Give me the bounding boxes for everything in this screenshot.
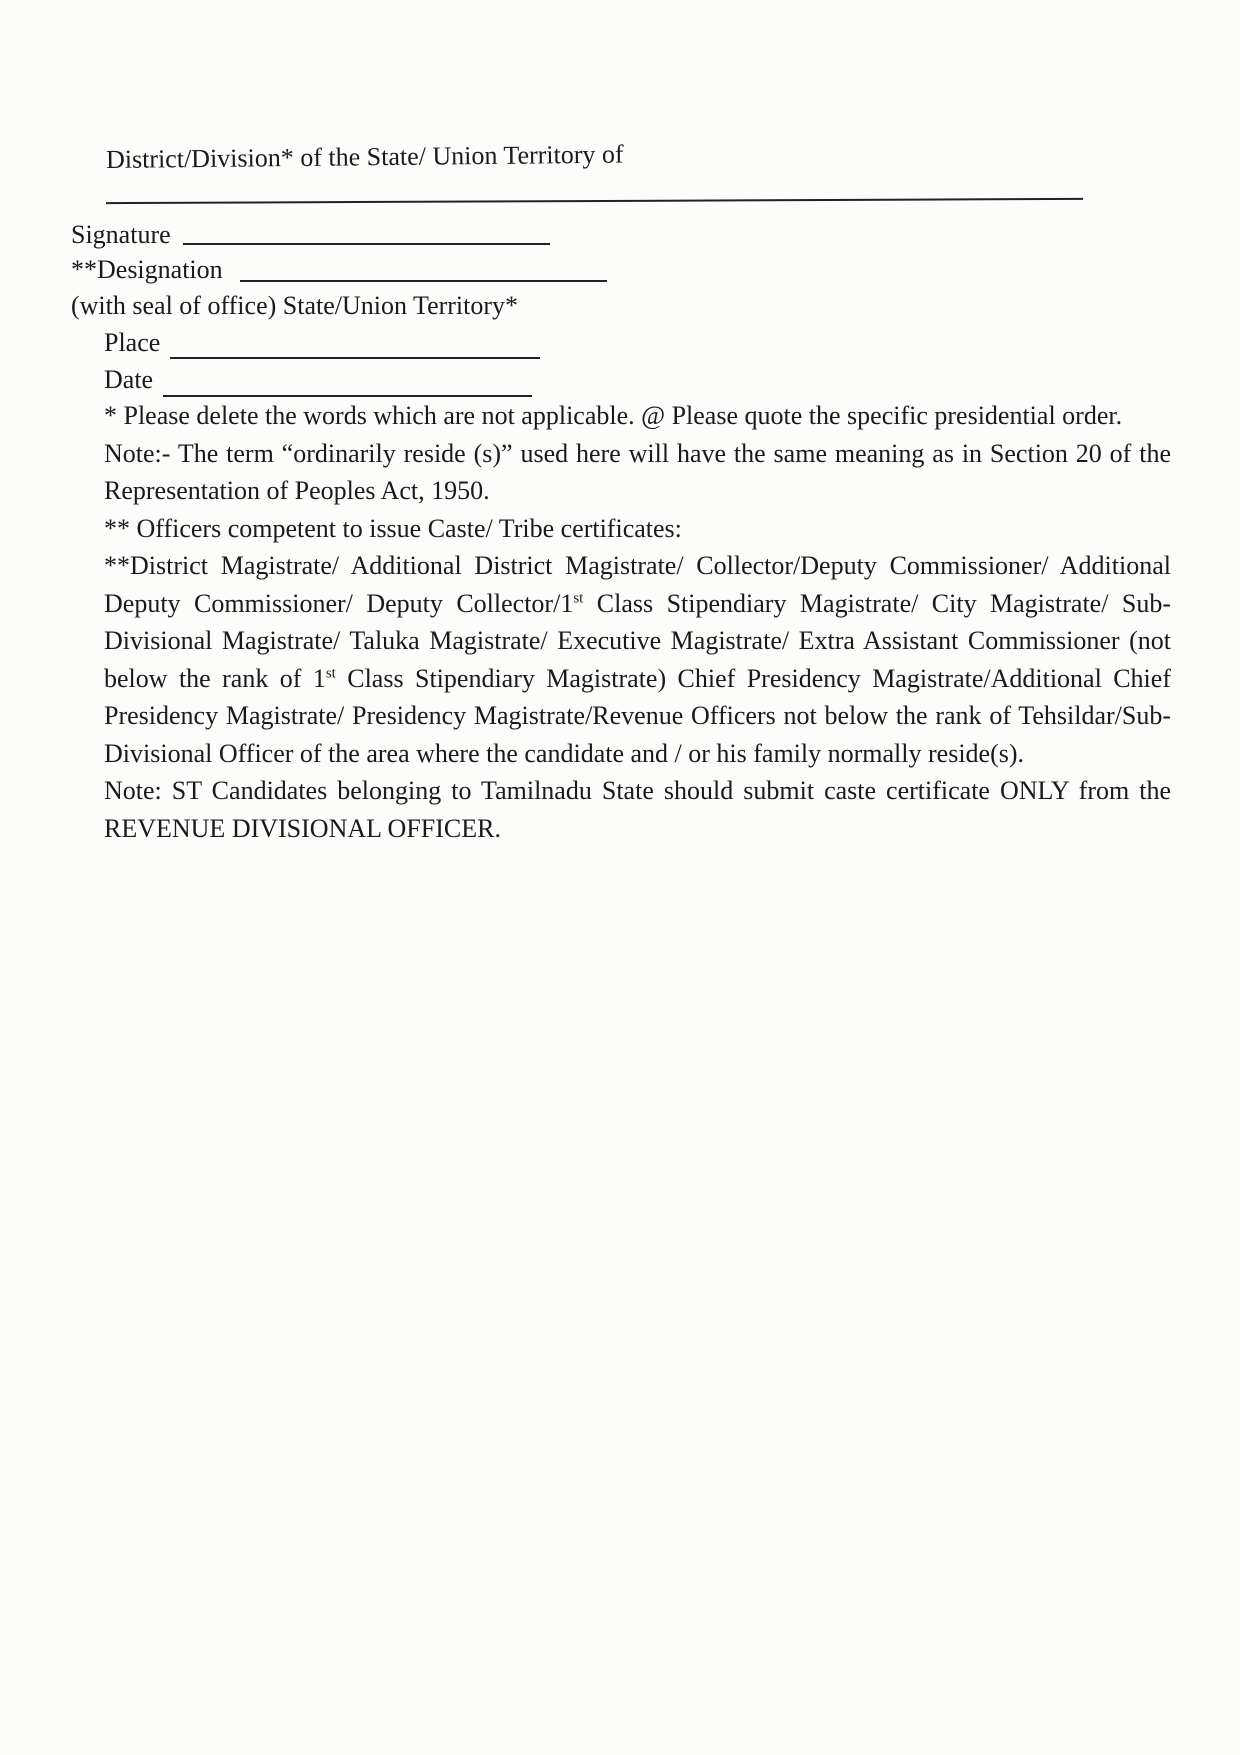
designation-label: **Designation (71, 255, 223, 284)
signature-blank-line[interactable] (183, 243, 550, 245)
header-line: District/Division* of the State/ Union Territory of (105, 139, 624, 174)
designation-blank-line[interactable] (240, 280, 607, 282)
officers-text-3: Class Stipendiary Magistrate) Chief Presidency Magistrate/Additional Chief Presidency Magistrate/ Presidency Magistrate/Revenue Officers not below the rank of Tehsildar/Sub-Divisional Officer of the area where the candidate and / or his family normally reside(s). (104, 663, 1171, 768)
officers-heading: ** Officers competent to issue Caste/ Tribe certificates: (104, 513, 682, 543)
place-blank-line[interactable] (170, 357, 540, 359)
officers-list (104, 547, 1171, 772)
superscript-st: st (325, 664, 336, 681)
notes-section (104, 397, 1171, 847)
date-label: Date (104, 365, 154, 394)
superscript-st: st (573, 589, 584, 606)
officers-text-2: Class Stipendiary Magistrate/ City Magistrate/ Sub- Divisional Magistrate/ Taluka Magistrate/ Executive Magistrate/ Extra Assistant Commissioner (not below the rank of 1 (104, 588, 1172, 693)
st-note: Note: ST Candidates belonging to Tamilnadu State should submit caste certificate ONLY from the REVENUE DIVISIONAL OFFICER. (104, 776, 1171, 843)
reside-note: Note:- The term “ordinarily reside (s)” used here will have the same meaning as in Section 20 of the Representation of Peoples Act, 1950. (104, 438, 1171, 505)
state-blank-line[interactable] (106, 198, 1083, 204)
signature-label: Signature (71, 220, 171, 249)
place-label: Place (104, 328, 161, 357)
delete-note: * Please delete the words which are not applicable. @ Please quote the specific presidential order. (104, 401, 1123, 430)
officers-text-1: **District Magistrate/ Additional District Magistrate/ Collector/Deputy Commissioner/ Additional Deputy Commissioner/ Deputy Collector/1 (104, 551, 1171, 618)
seal-label: (with seal of office) State/Union Territory* (71, 291, 519, 320)
